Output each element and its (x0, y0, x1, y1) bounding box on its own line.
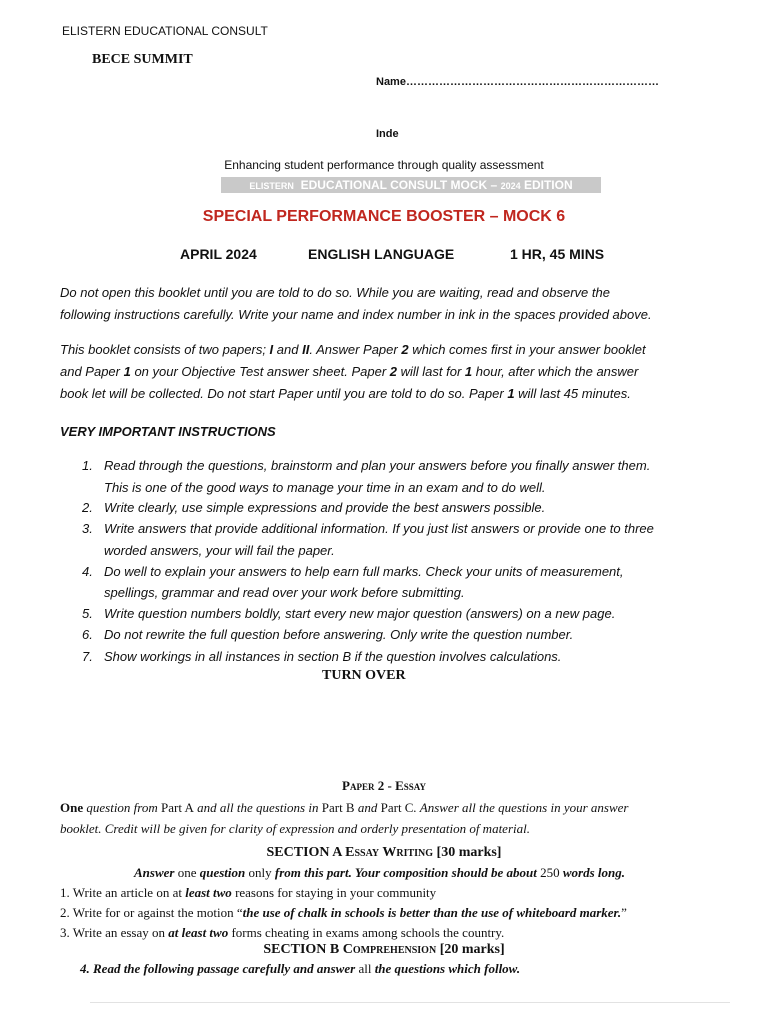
paper2-intro-line: One question from Part A and all the questions in Part B and Part C. Answer all the questions in your answer (60, 800, 629, 815)
edition-main: EDUCATIONAL CONSULT MOCK – (300, 178, 498, 192)
list-item: 1. Read through the questions, brainstorm and plan your answers before you finally answer them. (82, 458, 651, 473)
instruction-line: book let will be collected. Do not start Paper until you are told to do so. Paper 1 will last 45 minutes. (60, 386, 631, 401)
index-field: Inde (376, 128, 399, 140)
list-item: 3. Write answers that provide additional information. If you just list answers or provide one to three (82, 521, 654, 536)
instruction-line: This booklet consists of two papers; I and II. Answer Paper 2 which comes first in your answer booklet (60, 342, 646, 357)
edition-banner-text (221, 177, 601, 194)
section-b-heading: SECTION B Comprehension [20 marks] (263, 942, 505, 957)
name-field: Name…………………………………………………………… (376, 76, 659, 88)
section-a-heading: SECTION A Essay Writing [30 marks] (266, 845, 502, 860)
list-item: 7. Show workings in all instances in section B if the question involves calculations. (82, 649, 562, 664)
exam-month: APRIL 2024 (180, 246, 257, 262)
organization-header: ELISTERN EDUCATIONAL CONSULT (62, 24, 268, 38)
bottom-divider (90, 1002, 730, 1003)
list-item: 2. Write clearly, use simple expressions and provide the best answers possible. (82, 500, 546, 515)
list-item-continuation: This is one of the good ways to manage your time in an exam and to do well. (104, 480, 546, 495)
list-item: 5. Write question numbers boldly, start every new major question (answers) on a new page. (82, 606, 616, 621)
instruction-line: and Paper 1 on your Objective Test answer sheet. Paper 2 will last for 1 hour, after which the answer (60, 364, 639, 379)
very-important-heading: VERY IMPORTANT INSTRUCTIONS (60, 424, 276, 439)
list-item: 6. Do not rewrite the full question before answering. Only write the question number. (82, 627, 574, 642)
mock-title: SPECIAL PERFORMANCE BOOSTER – MOCK 6 (202, 208, 566, 225)
question-item: 4. Read the following passage carefully and answer all the questions which follow. (80, 961, 521, 976)
exam-subject: ENGLISH LANGUAGE (308, 246, 455, 262)
paper2-intro-line: booklet. Credit will be given for clarity of expression and orderly presentation of material. (60, 821, 530, 836)
edition-banner (221, 177, 601, 193)
instruction-line: Do not open this booklet until you are told to do so. While you are waiting, read and observe the (60, 285, 610, 300)
tagline: Enhancing student performance through quality assessment (224, 158, 544, 172)
question-item: 2. Write for or against the motion “the use of chalk in schools is better than the use of whiteboard marker.” (60, 905, 627, 920)
list-item-continuation: worded answers, your will fail the paper. (104, 543, 335, 558)
list-item: 4. Do well to explain your answers to help earn full marks. Check your units of measurement, (82, 564, 624, 579)
instruction-line: following instructions carefully. Write your name and index number in ink in the spaces provided above. (60, 307, 652, 322)
question-item: 3. Write an essay on at least two forms cheating in exams among schools the country. (60, 925, 505, 940)
paper2-heading: Paper 2 - Essay (342, 778, 426, 793)
section-a-instruction: Answer one question only from this part. Your composition should be about 250 words long. (134, 865, 626, 880)
edition-suffix: EDITION (523, 178, 573, 192)
edition-prefix: ELISTERN (249, 181, 294, 191)
summit-title: BECE SUMMIT (92, 52, 193, 67)
list-item-continuation: spellings, grammar and read over your work before submitting. (104, 585, 465, 600)
turn-over-label: TURN OVER (322, 668, 406, 683)
question-item: 1. Write an article on at least two reasons for staying in your community (60, 885, 437, 900)
exam-duration: 1 HR, 45 MINS (510, 246, 605, 262)
edition-year: 2024 (500, 181, 521, 191)
